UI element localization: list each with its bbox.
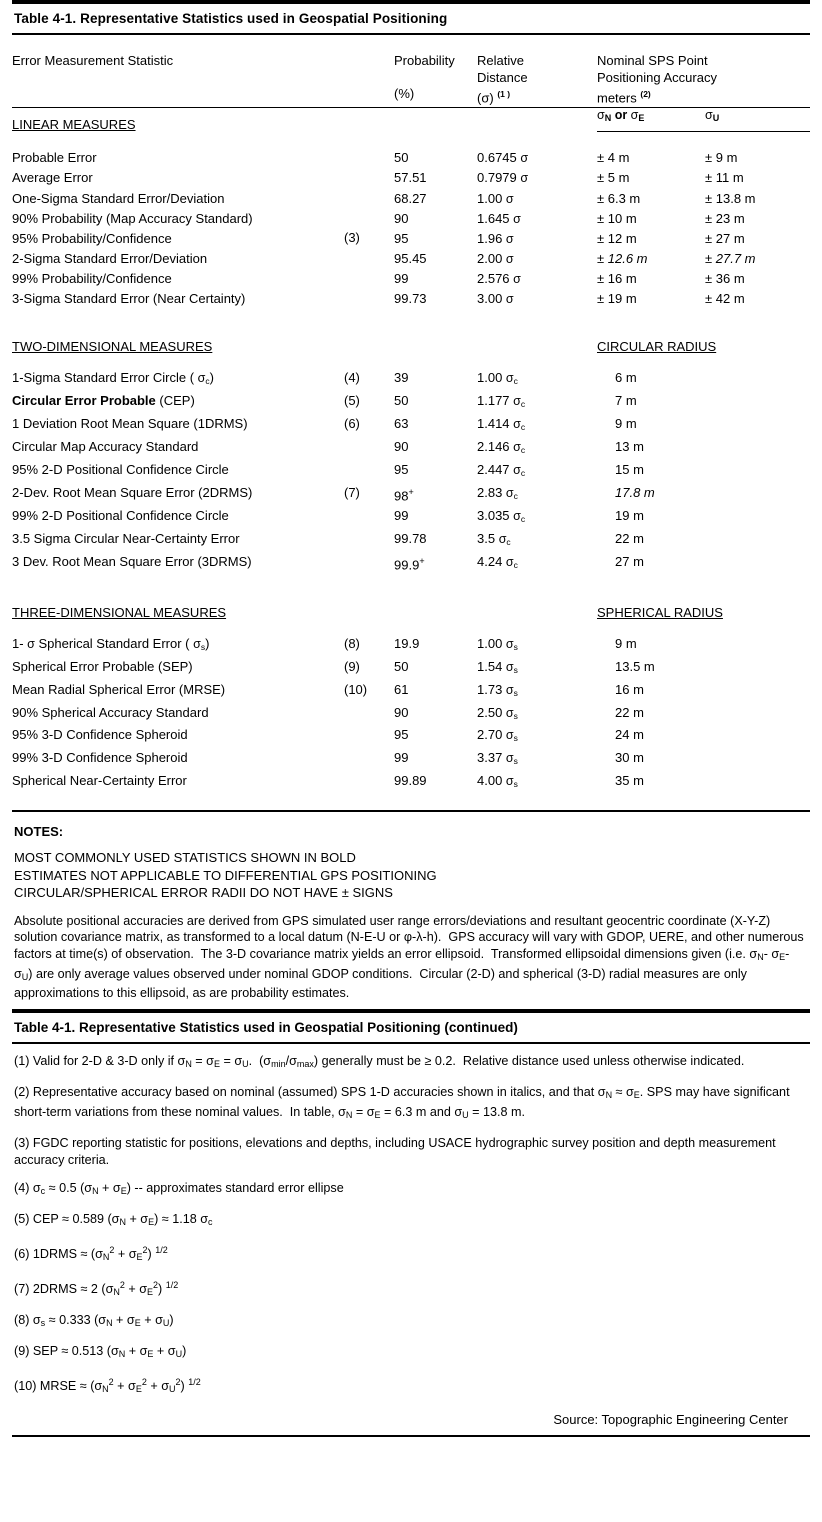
row-label: 90% Probability (Map Accuracy Standard) [12,210,253,226]
row-distance: 2.70 σs [477,727,518,744]
row-radius: 9 m [615,635,637,651]
row-note: (10) [344,681,368,697]
statistics-table [12,35,810,107]
notes-lines [12,849,810,913]
footnote-ref-1: (1 ) [497,89,511,99]
row-note [342,771,394,794]
row-distance: 1.00 σs [477,635,518,652]
row-probability: 90 [394,210,409,226]
row-label: 1- σ Spherical Standard Error ( σs) [12,635,210,652]
row-sigma-ne: ± 4 m [597,150,630,166]
row-distance: 4.24 σc [477,553,518,570]
table-row [12,506,810,529]
header-nominal-accuracy [597,53,810,107]
row-probability: 95 [394,230,409,246]
row-label: 1 Deviation Root Mean Square (1DRMS) [12,415,248,431]
row-label: Probable Error [12,150,97,166]
row-distance: 1.414 σc [477,415,526,432]
footnote-8: (8) σs ≈ 0.333 (σN + σE + σU) [14,1312,174,1328]
footnote-7: (7) 2DRMS ≈ 2 $(\sigma N^2 + \sigma E^2)$ $^{1/2}$ [14,1279,179,1297]
row-probability: 95 [394,461,409,477]
table-row [12,414,810,437]
row-note [342,437,394,460]
table-row [12,189,810,209]
footnote-5: (5) CEP ≈ 0.589 (σN + σE) ≈ 1.18 σc [14,1211,213,1227]
row-radius: 6 m [615,370,637,386]
header-relative-distance [477,53,597,107]
row-probability: 95 [394,727,409,743]
row-sigma-u: ± 27 m [705,230,745,246]
row-radius: 9 m [615,415,637,431]
section-header-two-dimensional [12,309,810,358]
row-label: 2-Sigma Standard Error/Deviation [12,250,208,266]
row-probability: 99.9+ [394,555,425,573]
row-probability: 99.78 [394,530,427,546]
row-radius: 22 m [615,530,644,546]
row-label: 3.5 Sigma Circular Near-Certainty Error [12,530,240,546]
row-distance: 1.645 σ [477,210,521,226]
row-radius: 27 m [615,553,644,569]
row-probability: 63 [394,415,409,431]
row-label: 95% 3-D Confidence Spheroid [12,727,188,743]
table-row [12,229,810,249]
row-note: (9) [344,658,360,674]
row-sigma-ne: ± 12 m [597,230,637,246]
row-radius: 13 m [615,438,644,454]
row-probability: 50 [394,393,409,409]
row-note [342,506,394,529]
row-sigma-u: ± 11 m [705,170,744,186]
row-distance: 2.447 σc [477,461,526,478]
row-label: Spherical Near-Certainty Error [12,773,187,789]
row-note [342,209,394,229]
row-distance: 2.00 σ [477,250,514,266]
row-note: (4) [344,370,360,386]
header-probability-line2: (%) [394,86,415,101]
table-header-row [12,53,810,107]
table-row [12,634,810,657]
row-distance: 1.73 σs [477,681,518,698]
row-probability: 68.27 [394,190,427,206]
section-heading-3d: THREE-DIMENSIONAL MEASURES [12,604,227,620]
row-probability: 99 [394,270,409,286]
row-label: 2-Dev. Root Mean Square Error (2DRMS) [12,484,253,500]
footnote-2: (2) Representative accuracy based on nominal (assumed) SPS 1-D accuracies shown in italics, and that σN ≈ σE. SPS may have significant short-term variations from these nominal values. In table, σN = σE = 6.3 m and σU = 13.8 m. [14,1084,790,1120]
row-sigma-u: ± 23 m [705,210,745,226]
row-distance: 2.83 σc [477,484,518,501]
row-note: (8) [344,635,360,651]
row-sigma-u: ± 36 m [705,270,745,286]
row-sigma-u: ± 9 m [705,150,738,166]
table-title: Table 4-1. Representative Statistics used in Geospatial Positioning [14,11,448,26]
row-radius: 30 m [615,750,644,766]
row-note [342,148,394,168]
table-row [12,460,810,483]
row-distance: 1.00 σ [477,190,514,206]
table-row [12,680,810,703]
row-sigma-ne: ± 19 m [597,290,637,306]
row-label: 1-Sigma Standard Error Circle ( σc) [12,370,214,386]
table-row [12,391,810,414]
row-label: One-Sigma Standard Error/Deviation [12,190,225,206]
row-probability: 90 [394,438,409,454]
table-row [12,437,810,460]
footnote-10: (10) MRSE ≈ $(\sigma N^2 + \sigma E^2 + \sigma U^2)$ $^{1/2}$ [14,1376,201,1394]
row-label: 99% 3-D Confidence Spheroid [12,750,188,766]
row-sigma-ne: ± 10 m [597,210,637,226]
row-note [342,189,394,209]
header-distance-line3: (σ) $^{(1 )}$ [477,89,511,106]
section-heading-linear: LINEAR MEASURES [12,116,136,132]
table-row [12,529,810,552]
row-label: 3 Dev. Root Mean Square Error (3DRMS) [12,553,252,569]
row-gap [12,794,810,810]
table-title-continued: Table 4-1. Representative Statistics used in Geospatial Positioning (continued) [14,1019,518,1035]
row-radius: 15 m [615,461,644,477]
header-statistic: Error Measurement Statistic [12,53,174,68]
footnote-3: (3) FGDC reporting statistic for positions, elevations and depths, including USACE hydrographic survey position and depth measurement accuracy criteria. [14,1135,776,1167]
header-probability [394,53,477,107]
row-distance: 1.177 σc [477,393,526,409]
row-distance: 3.035 σc [477,507,526,524]
row-radius: 19 m [615,507,644,523]
sigma-subheader-row [12,108,810,132]
row-probability: 19.9 [394,635,420,651]
row-radius: 17.8 m [615,484,655,500]
source-attribution: Source: Topographic Engineering Center [553,1411,788,1427]
notes-title: NOTES: [14,824,64,840]
section-heading-2d: TWO-DIMENSIONAL MEASURES [12,339,213,355]
row-radius: 16 m [615,681,644,697]
statistics-table-body [12,108,810,811]
row-distance: 2.146 σc [477,438,526,455]
row-probability: 61 [394,681,409,697]
row-label: 3-Sigma Standard Error (Near Certainty) [12,290,246,306]
row-probability: 99.73 [394,290,427,306]
row-distance: 2.576 σ [477,270,521,286]
row-probability: 95.45 [394,250,427,266]
table-row [12,771,810,794]
row-sigma-ne: ± 6.3 m [597,190,641,206]
notes-line-2: ESTIMATES NOT APPLICABLE TO DIFFERENTIAL GPS POSITIONING [14,867,437,883]
row-note [342,289,394,309]
row-label: 99% 2-D Positional Confidence Circle [12,507,229,523]
row-sigma-ne: ± 16 m [597,270,637,286]
table-row [12,289,810,309]
table-row [12,249,810,269]
row-distance: 1.54 σs [477,658,518,675]
row-note [342,168,394,188]
row-gap [12,358,810,368]
footnote-9: (9) SEP ≈ 0.513 (σN + σE + σU) [14,1343,187,1359]
row-note [342,703,394,726]
table-row [12,725,810,748]
footnote-1: (1) Valid for 2-D & 3-D only if σN = σE = σU. (σmin/σmax) generally must be ≥ 0.2. Relative distance used unless otherwise indicated. [14,1053,745,1069]
row-gap [12,132,810,149]
table-row [12,552,810,575]
row-note [342,249,394,269]
row-label: Spherical Error Probable (SEP) [12,658,193,674]
row-label: 95% Probability/Confidence [12,230,172,246]
row-gap [12,624,810,634]
row-distance: 1.96 σ [477,230,514,246]
row-note: (7) [344,484,360,500]
section-heading-spherical-radius: SPHERICAL RADIUS [597,604,723,620]
table-row [12,269,810,289]
header-nominal-line3: meters $^{(2)}$ [597,89,651,106]
footnote-ref-2: (2) [640,89,651,99]
row-probability: 50 [394,150,409,166]
row-distance: 3.37 σs [477,750,518,767]
row-distance: 2.50 σs [477,704,518,721]
row-probability: 39 [394,370,409,386]
row-label: Circular Error Probable (CEP) [12,393,195,409]
table-row [12,148,810,168]
row-note [342,269,394,289]
row-probability: 57.51 [394,170,427,186]
subheader-sigma-u: $\sigma_U$ [705,108,810,132]
row-note [342,725,394,748]
header-distance-line2: Distance [477,69,528,85]
table-row [12,368,810,391]
row-sigma-ne: ± 5 m [597,170,630,186]
row-label: 99% Probability/Confidence [12,270,172,286]
notes-paragraph: Absolute positional accuracies are derived from GPS simulated user range errors/deviations and resultant geocentric coordinate (X-Y-Z) solution covariance matrix, as transformed to a local datum (N-E-U or φ-λ-h). GPS accuracy will vary with GDOP, UERE, and other numerous factors at time(s) of observation. The 3-D covariance matrix yields an error ellipsoid. Transformed ellipsoidal dimensions given (i.e. σN- σE- σU) are only average values observed under nominal GDOP conditions. Circular (2-D) and spherical (3-D) radial measures are only approximations to this ellipsoid, as are probability estimates. [14,913,804,1001]
row-radius: 35 m [615,773,644,789]
header-spacer [12,35,810,53]
table-row [12,748,810,771]
row-distance: 3.00 σ [477,290,514,306]
row-note [342,748,394,771]
row-radius: 7 m [615,393,637,409]
row-sigma-u: ± 13.8 m [705,190,756,206]
page-bottom-border [12,1435,810,1437]
row-distance: 0.7979 σ [477,170,529,186]
table-row [12,168,810,188]
row-label: Circular Map Accuracy Standard [12,438,199,454]
row-distance: 3.5 σc [477,530,511,547]
header-nominal-line2: Positioning Accuracy [597,69,717,85]
row-distance: 0.6745 σ [477,150,529,166]
row-probability: 99 [394,750,409,766]
footnote-4: (4) σc ≈ 0.5 (σN + σE) -- approximates standard error ellipse [14,1180,344,1196]
row-sigma-u: ± 42 m [705,290,745,306]
row-note [342,529,394,552]
row-radius: 22 m [615,704,644,720]
row-note: (5) [344,393,360,409]
notes-line-3: CIRCULAR/SPHERICAL ERROR RADII DO NOT HAVE ± SIGNS [14,885,393,901]
subheader-sigma-ne: $\sigma_N$ or $\sigma_E$ [597,108,705,132]
header-distance-line1: Relative [477,53,524,68]
row-label: 90% Spherical Accuracy Standard [12,704,209,720]
row-probability: 50 [394,658,409,674]
row-distance: 4.00 σs [477,773,518,790]
row-radius: 13.5 m [615,658,655,674]
row-note [342,460,394,483]
row-probability: 98+ [394,486,414,504]
row-distance: 1.00 σc [477,370,518,386]
row-label: Mean Radial Spherical Error (MRSE) [12,681,226,697]
row-note [342,552,394,575]
table-row [12,483,810,506]
table-row [12,703,810,726]
row-probability: 99.89 [394,773,427,789]
row-sigma-u: ± 27.7 m [705,250,756,266]
row-label: Average Error [12,170,93,186]
row-probability: 99 [394,507,409,523]
header-probability-line1: Probability [394,53,455,68]
row-note: (6) [344,415,360,431]
table-row [12,657,810,680]
row-probability: 90 [394,704,409,720]
footnote-6: (6) 1DRMS ≈ $(\sigma N^2 + \sigma E^2)$ $^{1/2}$ [14,1244,168,1262]
row-radius: 24 m [615,727,644,743]
header-nominal-line1: Nominal SPS Point [597,53,708,68]
table-row [12,209,810,229]
row-sigma-ne: ± 12.6 m [597,250,648,266]
row-note: (3) [344,229,360,245]
row-label: 95% 2-D Positional Confidence Circle [12,461,229,477]
section-heading-circular-radius: CIRCULAR RADIUS [597,339,717,355]
section-header-three-dimensional [12,575,810,624]
notes-line-1: MOST COMMONLY USED STATISTICS SHOWN IN BOLD [14,850,356,866]
